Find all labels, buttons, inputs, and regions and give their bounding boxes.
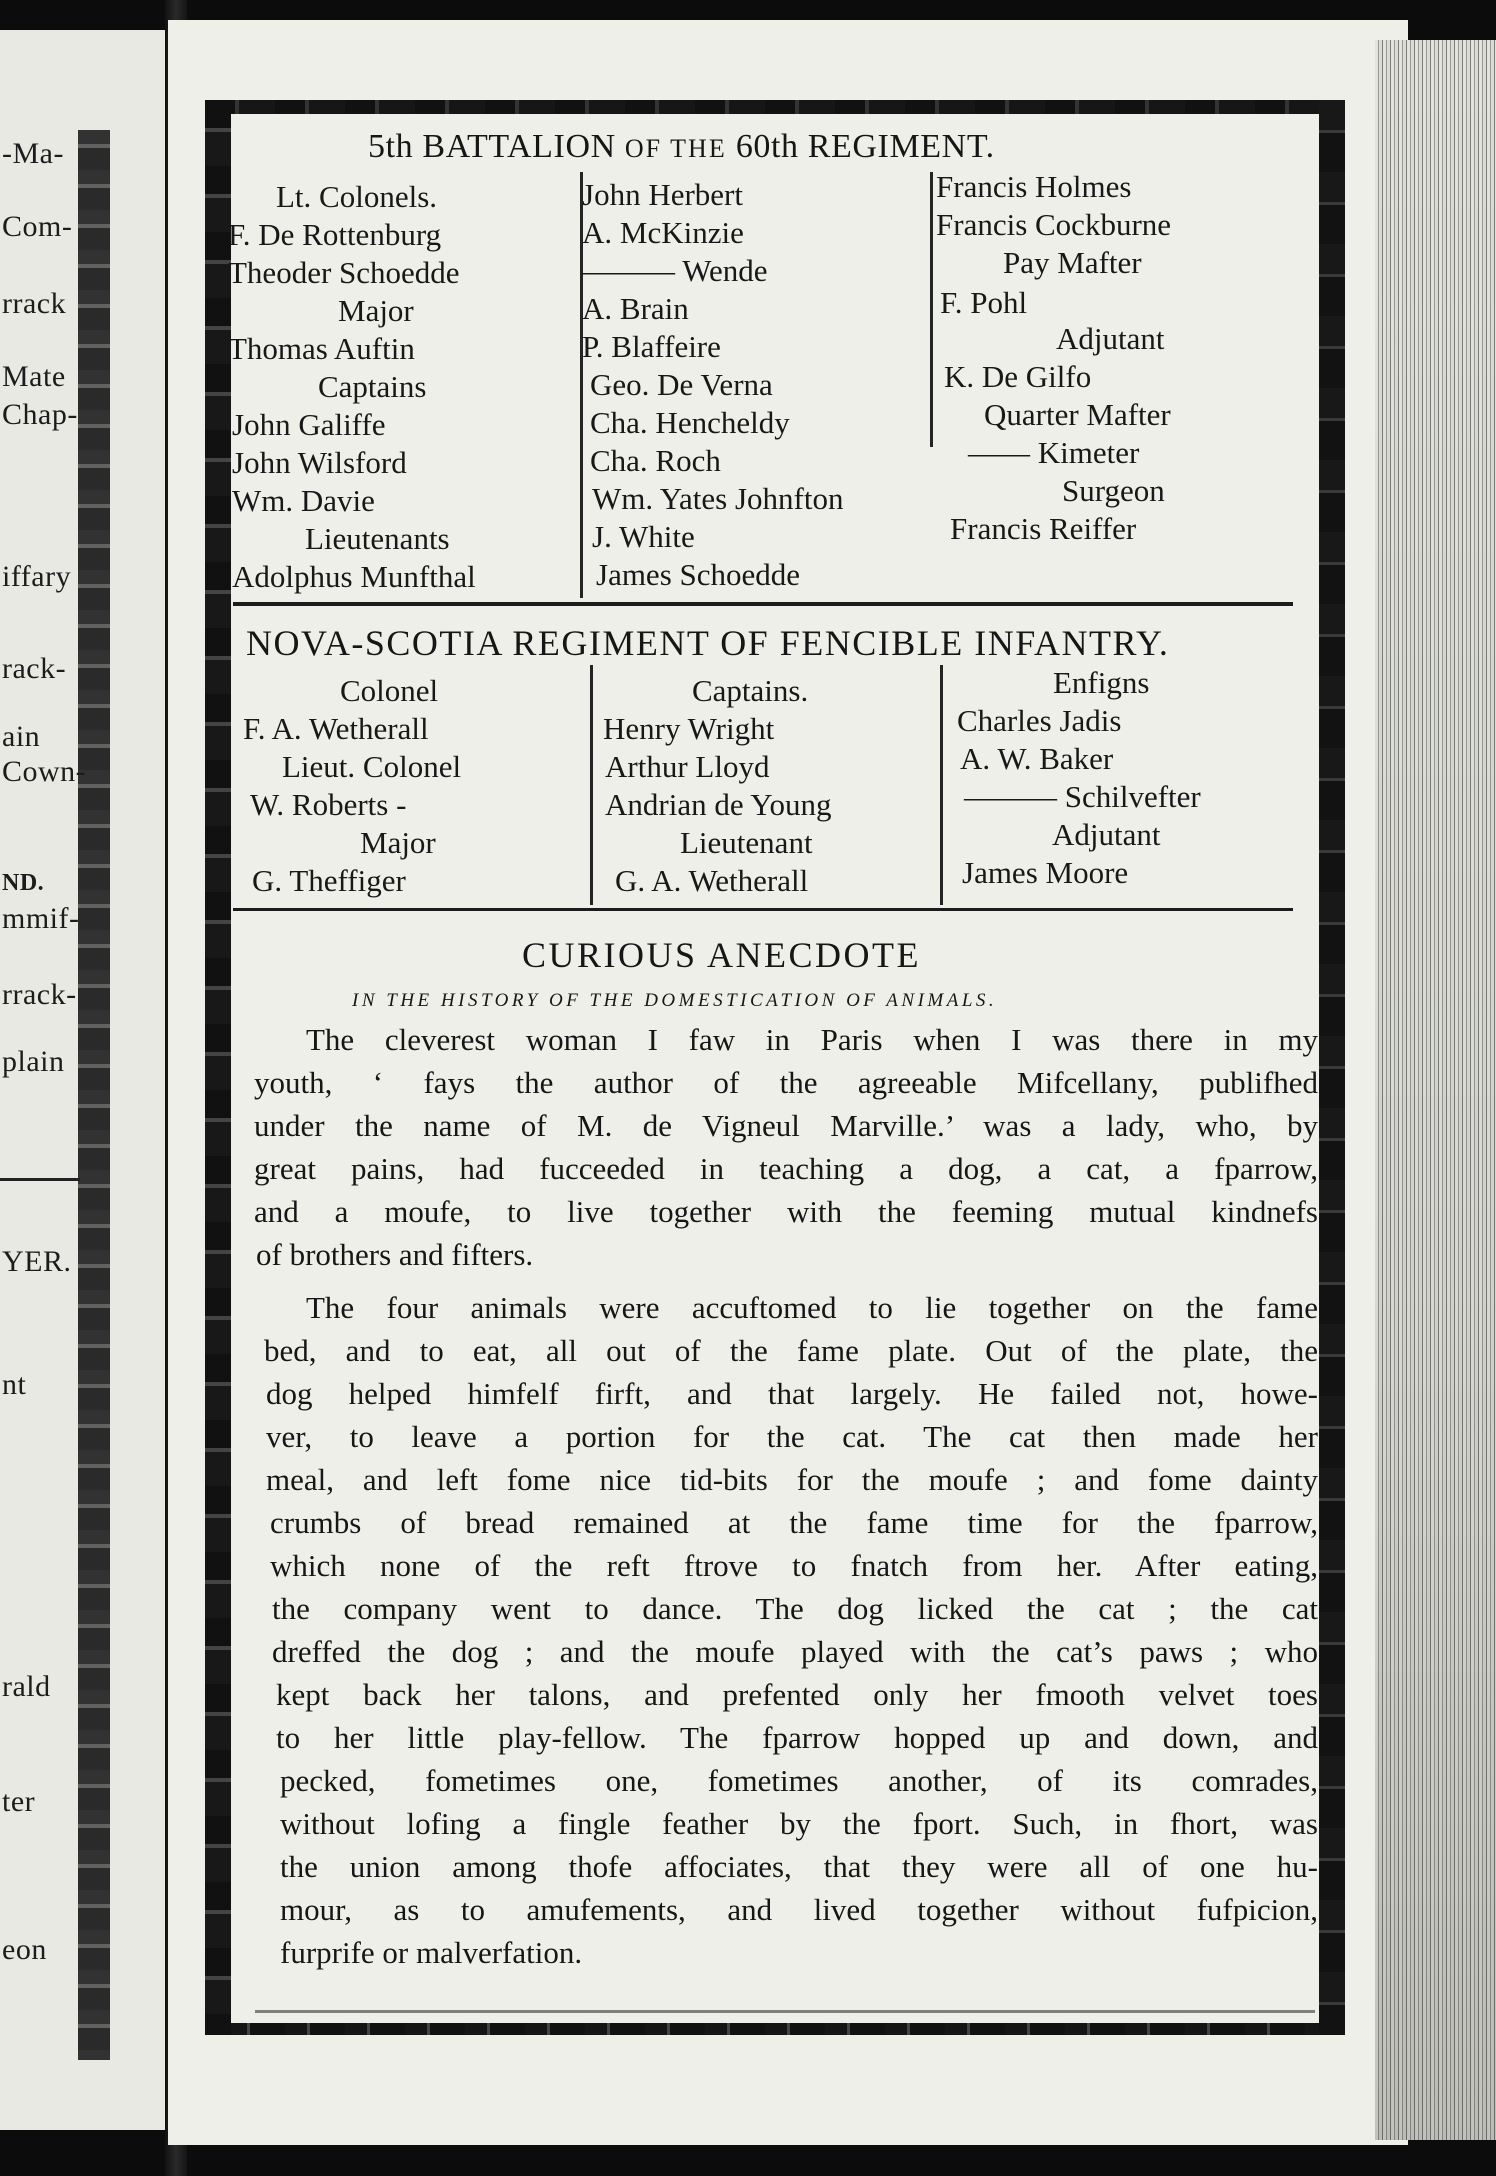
anecdote-line: the union among thofe affociates, that they were all of one hu- bbox=[280, 1849, 1318, 1884]
anecdote-line: furprife or malverfation. bbox=[280, 1935, 583, 1970]
anecdote-line: under the name of M. de Vigneul Marville.’ was a lady, who, by bbox=[254, 1108, 1318, 1143]
anecdote-line: kept back her talons, and prefented only her fmooth velvet toes bbox=[276, 1677, 1318, 1712]
battalion-heading-suffix: 60th REGIMENT. bbox=[735, 128, 995, 165]
officer-name: Charles Jadis bbox=[957, 703, 1122, 738]
section-divider bbox=[233, 908, 1293, 911]
officer-title: Lieut. Colonel bbox=[282, 749, 462, 784]
border-right bbox=[1319, 100, 1345, 2035]
anecdote-line: great pains, had fucceeded in teaching a dog, a cat, a fparrow, bbox=[254, 1151, 1318, 1186]
officer-name: John Herbert bbox=[582, 177, 743, 212]
left-fragment: rrack- bbox=[2, 978, 77, 1011]
officer-title: Quarter Mafter bbox=[984, 397, 1171, 432]
left-page-border bbox=[78, 130, 110, 2060]
officer-name: A. Brain bbox=[582, 291, 689, 326]
officer-title: Captains bbox=[318, 369, 427, 404]
left-fragment: rack- bbox=[2, 652, 67, 685]
anecdote-line: to her little play-fellow. The fparrow hopped up and down, and bbox=[276, 1720, 1318, 1755]
anecdote-line: youth, ‘ fays the author of the agreeable Mifcellany, publifhed bbox=[254, 1065, 1318, 1100]
officer-title: Lieutenants bbox=[305, 521, 450, 556]
anecdote-line: dreffed the dog ; and the moufe played with the cat’s paws ; who bbox=[272, 1634, 1318, 1669]
left-fragment: nt bbox=[2, 1368, 27, 1401]
officer-name: K. De Gilfo bbox=[944, 359, 1092, 394]
anecdote-line: and a moufe, to live together with the feeming mutual kindnefs bbox=[254, 1194, 1318, 1229]
nova-scotia-heading: NOVA-SCOTIA REGIMENT OF FENCIBLE INFANTRY. bbox=[246, 623, 1170, 663]
battalion-heading-prefix: 5th BATTALION bbox=[368, 128, 616, 165]
anecdote-line: crumbs of bread remained at the fame time for the fparrow, bbox=[270, 1505, 1318, 1540]
officer-name: G. A. Wetherall bbox=[615, 863, 809, 898]
anecdote-line: bed, and to eat, all out of the fame plate. Out of the plate, the bbox=[264, 1333, 1318, 1368]
page-edges bbox=[1375, 40, 1496, 2140]
left-fragment: ND. bbox=[2, 870, 45, 896]
officer-name: —— Kimeter bbox=[968, 435, 1140, 470]
officer-name: F. Pohl bbox=[940, 285, 1028, 320]
officer-name: John Wilsford bbox=[232, 445, 407, 480]
officer-name: ——— Schilvefter bbox=[964, 779, 1201, 814]
left-facing-page bbox=[0, 30, 165, 2130]
anecdote-line: the company went to dance. The dog licked the cat ; the cat bbox=[272, 1591, 1318, 1626]
left-fragment: YER. bbox=[2, 1245, 72, 1278]
left-fragment: iffary bbox=[2, 560, 72, 593]
officer-name: W. Roberts - bbox=[250, 787, 407, 822]
left-fragment: rrack bbox=[2, 287, 67, 320]
anecdote-line: mour, as to amufements, and lived together without fufpicion, bbox=[280, 1892, 1318, 1927]
left-fragment: Chap- bbox=[2, 398, 78, 431]
left-fragment: Mate bbox=[2, 360, 66, 393]
left-fragment: Cown- bbox=[2, 755, 87, 788]
border-left bbox=[205, 100, 231, 2035]
officer-name: P. Blaffeire bbox=[582, 329, 721, 364]
anecdote-subtitle: IN THE HISTORY OF THE DOMESTICATION OF ANIMALS. bbox=[352, 990, 998, 1011]
officer-name: Francis Reiffer bbox=[950, 511, 1137, 546]
left-fragment: -Ma- bbox=[2, 137, 64, 170]
anecdote-line: The cleverest woman I faw in Paris when I was there in my bbox=[306, 1022, 1318, 1057]
officer-name: Cha. Roch bbox=[590, 443, 721, 478]
officer-title: Major bbox=[360, 825, 436, 860]
officer-name: F. De Rottenburg bbox=[228, 217, 442, 252]
anecdote-line: meal, and left fome nice tid-bits for the moufe ; and fome dainty bbox=[266, 1462, 1318, 1497]
anecdote-line: of brothers and fifters. bbox=[256, 1237, 534, 1272]
left-fragment: ain bbox=[2, 720, 41, 753]
anecdote-title: CURIOUS ANECDOTE bbox=[522, 935, 922, 975]
left-page-divider bbox=[0, 1178, 80, 1181]
officer-name: Thomas Auftin bbox=[228, 331, 415, 366]
officer-name: Arthur Lloyd bbox=[605, 749, 770, 784]
officer-name: James Moore bbox=[962, 855, 1129, 890]
battalion-heading-of: OF THE bbox=[624, 134, 727, 163]
officer-name: Theoder Schoedde bbox=[228, 255, 460, 290]
officer-name: Francis Holmes bbox=[936, 169, 1132, 204]
left-fragment: rald bbox=[2, 1670, 51, 1703]
officer-name: F. A. Wetherall bbox=[243, 711, 429, 746]
officer-title: Adjutant bbox=[1052, 817, 1161, 852]
officer-title: Colonel bbox=[340, 673, 439, 708]
officer-name: Wm. Yates Johnfton bbox=[592, 481, 844, 516]
officer-name: Cha. Hencheldy bbox=[590, 405, 790, 440]
anecdote-line: which none of the reft ftrove to fnatch from her. After eating, bbox=[270, 1548, 1318, 1583]
officer-name: A. McKinzie bbox=[582, 215, 744, 250]
officer-name: James Schoedde bbox=[596, 557, 801, 592]
officer-title: Lieutenant bbox=[680, 825, 813, 860]
officer-title: Adjutant bbox=[1056, 321, 1165, 356]
anecdote-line: The four animals were accuftomed to lie together on the fame bbox=[306, 1290, 1318, 1325]
border-top bbox=[205, 100, 1345, 114]
officer-title: Enfigns bbox=[1053, 665, 1150, 700]
officer-name: G. Theffiger bbox=[252, 863, 406, 898]
officer-name: Henry Wright bbox=[603, 711, 775, 746]
anecdote-line: without lofing a fingle feather by the fport. Such, in fhort, was bbox=[280, 1806, 1318, 1841]
left-fragment: Com- bbox=[2, 210, 73, 243]
left-fragment: plain bbox=[2, 1045, 65, 1078]
left-fragment: eon bbox=[2, 1933, 47, 1966]
column-divider bbox=[930, 172, 933, 447]
column-divider bbox=[940, 665, 943, 905]
officer-name: A. W. Baker bbox=[960, 741, 1114, 776]
bottom-rule bbox=[255, 2010, 1315, 2013]
anecdote-line: dog helped himfelf firft, and that largely. He failed not, howe- bbox=[266, 1376, 1318, 1411]
officer-name: Wm. Davie bbox=[232, 483, 375, 518]
officer-name: Francis Cockburne bbox=[936, 207, 1172, 242]
officer-title: Lt. Colonels. bbox=[276, 179, 438, 214]
officer-name: ——— Wende bbox=[582, 253, 768, 288]
border-bottom bbox=[225, 2023, 1331, 2035]
anecdote-line: pecked, fometimes one, fometimes another, of its comrades, bbox=[280, 1763, 1318, 1798]
officer-title: Captains. bbox=[692, 673, 809, 708]
officer-title: Major bbox=[338, 293, 414, 328]
officer-name: J. White bbox=[592, 519, 695, 554]
officer-title: Surgeon bbox=[1062, 473, 1165, 508]
officer-name: Adolphus Munfthal bbox=[232, 559, 476, 594]
section-divider bbox=[233, 602, 1293, 606]
left-fragment: mmif- bbox=[2, 902, 80, 935]
officer-title: Pay Mafter bbox=[1003, 245, 1142, 280]
officer-name: John Galiffe bbox=[232, 407, 386, 442]
officer-name: Andrian de Young bbox=[605, 787, 832, 822]
officer-name: Geo. De Verna bbox=[590, 367, 773, 402]
anecdote-line: ver, to leave a portion for the cat. The cat then made her bbox=[266, 1419, 1318, 1454]
battalion-heading bbox=[368, 128, 995, 166]
left-fragment: ter bbox=[2, 1785, 36, 1818]
column-divider bbox=[590, 665, 593, 905]
